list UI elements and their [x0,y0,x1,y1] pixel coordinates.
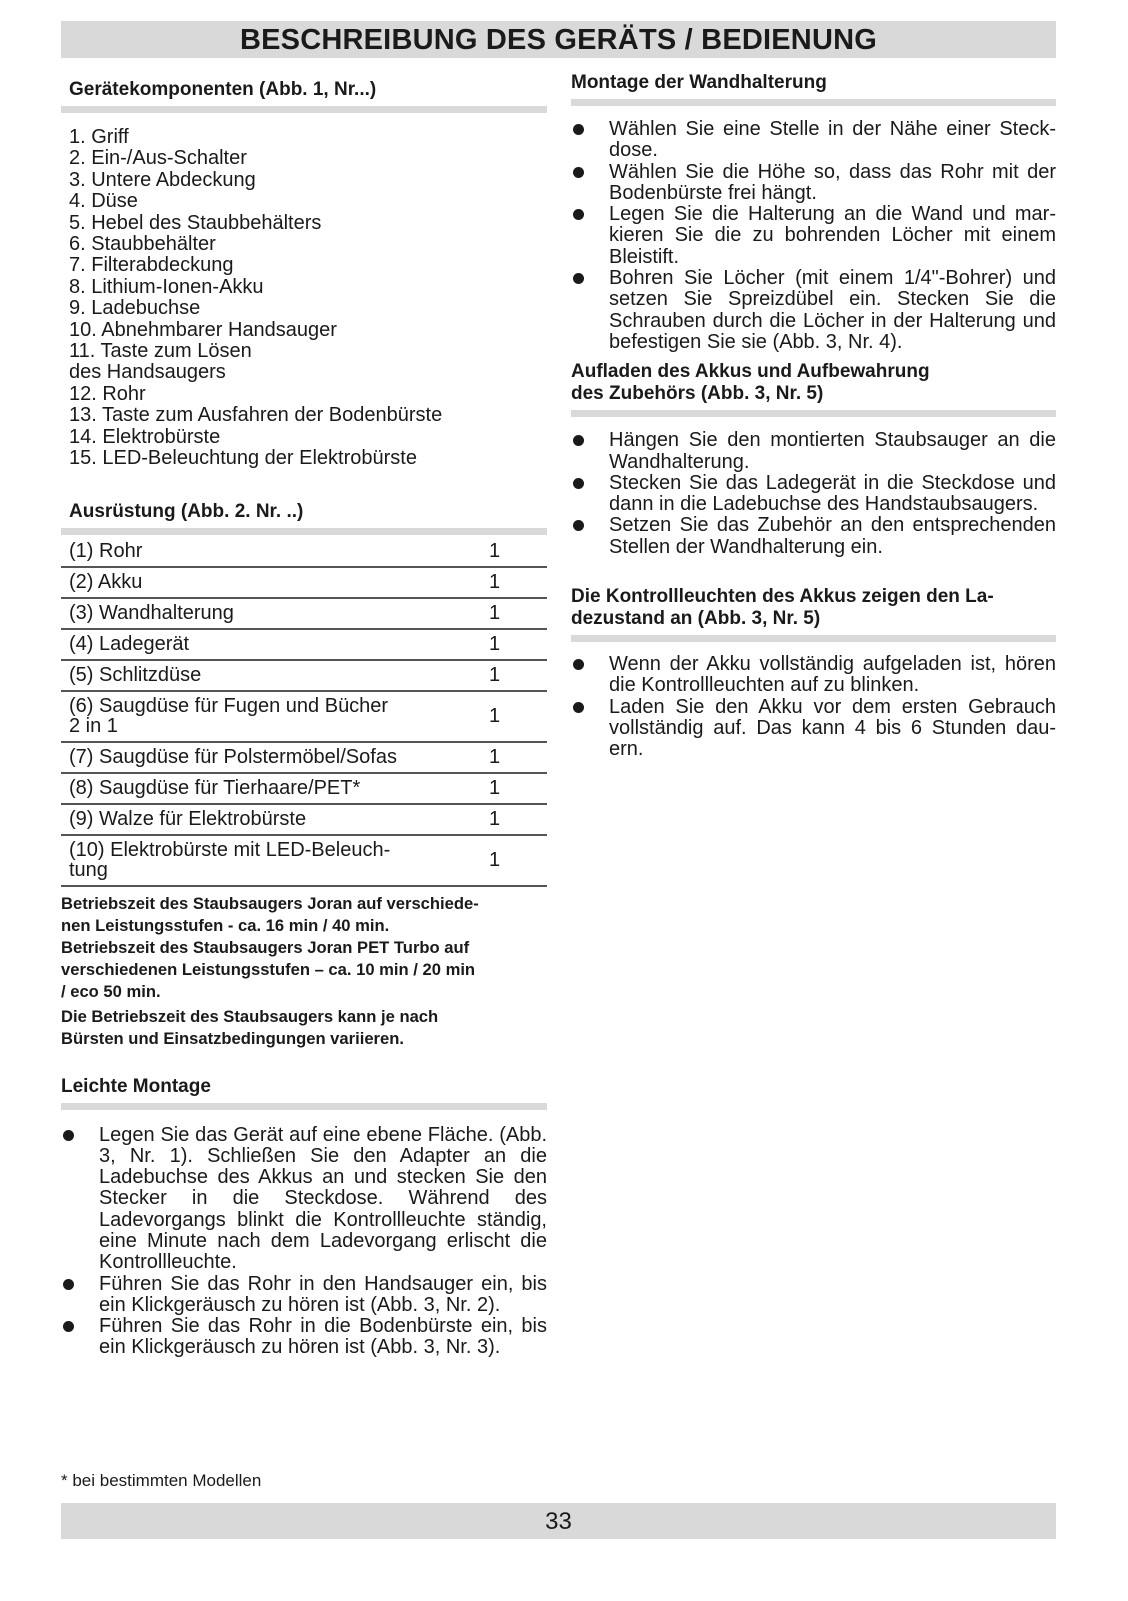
equipment-qty: 1 [489,804,547,835]
equipment-qty: 1 [489,598,547,629]
indicators-list [571,654,1056,760]
component-item: 8. Lithium-Ionen-Akku [69,275,264,298]
equipment-qty: 1 [489,537,547,567]
component-item: 7. Filterabdeckung [69,254,234,277]
list-item-text: Legen Sie die Halterung an die Wand und mar-kieren Sie die zu bohrenden Löcher mit einem Bleistift. [609,203,1056,268]
table-row [61,629,547,660]
bullet-icon [63,1279,74,1290]
component-item: 9. Ladebuchse [69,297,201,320]
list-item [571,473,1056,516]
equipment-heading: Ausrüstung (Abb. 2. Nr. ..) [61,501,547,535]
component-item: 6. Staubbehälter [69,233,216,256]
wall-mount-heading: Montage der Wandhalterung [571,72,1056,106]
list-item [61,1274,547,1317]
runtime-notes [61,893,547,1050]
list-item [571,204,1056,268]
table-row [61,660,547,691]
page-title: BESCHREIBUNG DES GERÄTS / BEDIENUNG [61,21,1056,58]
list-item [571,119,1056,162]
bullet-icon [63,1321,74,1332]
equipment-name: (8) Saugdüse für Tierhaare/PET* [61,773,489,804]
list-item [571,268,1056,353]
equipment-qty: 1 [489,691,547,742]
components-heading: Gerätekomponenten (Abb. 1, Nr...) [61,79,547,113]
list-item-text: Bohren Sie Löcher (mit einem 1/4"-Bohrer) und setzen Sie Spreizdübel ein. Stecken Sie die Schrauben durch die Löcher in der Halterung und befestigen Sie sie (Abb. 3, Nr. 4). [609,267,1056,353]
list-item-text: Wenn der Akku vollständig aufgeladen ist, hören die Kontrollleuchten auf zu blinken. [609,653,1056,697]
equipment-name: (9) Walze für Elektrobürste [61,804,489,835]
list-item-text: Wählen Sie die Höhe so, dass das Rohr mit der Bodenbürste frei hängt. [609,160,1056,204]
bullet-icon [573,209,584,220]
charging-list [571,430,1056,558]
bullet-icon [573,124,584,135]
bullet-icon [573,659,584,670]
component-item: 5. Hebel des Staubbehälters [69,211,322,234]
footnote: * bei bestimmten Modellen [61,1471,262,1490]
component-item: 2. Ein-/Aus-Schalter [69,147,247,170]
list-item [571,654,1056,697]
list-item-text: Wählen Sie eine Stelle in der Nähe einer Steck-dose. [609,118,1056,162]
table-row [61,567,547,598]
bullet-icon [573,273,584,284]
left-column [61,70,547,1359]
table-row [61,804,547,835]
list-item-text: Führen Sie das Rohr in die Bodenbürste ein, bis ein Klickgeräusch zu hören ist (Abb. 3, Nr. 3). [99,1315,547,1359]
bullet-icon [573,520,584,531]
list-item [571,162,1056,205]
equipment-name: (5) Schlitzdüse [61,660,489,691]
page-number: 33 [61,1503,1056,1539]
list-item-text: Stecken Sie das Ladegerät in die Steckdose und dann in die Ladebuchse des Handstaubsaugers. [609,471,1056,516]
equipment-name: (3) Wandhalterung [61,598,489,629]
equipment-qty: 1 [489,567,547,598]
runtime-text: Betriebszeit des Staubsaugers Joran auf verschiede- nen Leistungsstufen - ca. 16 min / 40 min. Betriebszeit des Staubsaugers Joran PET Turbo auf verschiedenen Leistungsstufen – ca. 10 min / 20 min / eco 50 min. [61,893,479,1001]
table-row [61,598,547,629]
component-item: 12. Rohr [69,382,146,405]
list-item [61,1316,547,1359]
equipment-qty: 1 [489,835,547,886]
equipment-name: (4) Ladegerät [61,629,489,660]
equipment-table [61,537,547,887]
component-item: 11. Taste zum Lösen [69,340,252,363]
list-item [571,515,1056,558]
component-item: 4. Düse [69,190,138,213]
component-item: des Handsaugers [69,361,226,384]
table-row [61,742,547,773]
list-item [61,1125,547,1274]
right-column [571,70,1056,761]
equipment-name: (1) Rohr [61,537,489,567]
equipment-qty: 1 [489,773,547,804]
equipment-name: (6) Saugdüse für Fugen und Bücher 2 in 1 [61,691,489,742]
table-row [61,835,547,886]
list-item-text: Setzen Sie das Zubehör an den entsprechenden Stellen der Wandhalterung ein. [609,514,1056,558]
component-item: 1. Griff [69,126,129,148]
table-row [61,773,547,804]
bullet-icon [573,702,584,713]
components-list [69,127,547,470]
runtime-variation-text: Die Betriebszeit des Staubsaugers kann je nach Bürsten und Einsatzbedingungen variieren. [61,1006,439,1048]
easy-assembly-heading: Leichte Montage [61,1076,547,1110]
bullet-icon [63,1130,74,1141]
equipment-qty: 1 [489,629,547,660]
equipment-name: (10) Elektrobürste mit LED-Beleuch- tung [61,835,489,886]
list-item [571,430,1056,473]
table-row [61,537,547,567]
equipment-qty: 1 [489,660,547,691]
indicators-heading: Die Kontrollleuchten des Akkus zeigen den La- dezustand an (Abb. 3, Nr. 5) [571,586,1056,642]
list-item [571,697,1056,761]
bullet-icon [573,435,584,446]
list-item-text: Hängen Sie den montierten Staubsauger an die Wandhalterung. [609,429,1056,473]
charging-heading: Aufladen des Akkus und Aufbewahrung des Zubehörs (Abb. 3, Nr. 5) [571,361,1056,417]
component-item: 15. LED-Beleuchtung der Elektrobürste [69,447,417,470]
table-row [61,691,547,742]
equipment-name: (2) Akku [61,567,489,598]
wall-mount-list [571,119,1056,353]
list-item-text: Führen Sie das Rohr in den Handsauger ein, bis ein Klickgeräusch zu hören ist (Abb. 3, Nr. 2). [99,1272,547,1316]
bullet-icon [573,167,584,178]
list-item-text: Legen Sie das Gerät auf eine ebene Fläche. (Abb. 3, Nr. 1). Schließen Sie den Adapter an die Ladebuchse des Akkus an und stecken Sie den Stecker in die Steckdose. Während des Ladevorgangs blinkt die Kontrollleuchte ständig, eine Minute nach dem Ladevorgang erlischt die Kontrollleuchte. [99,1123,547,1274]
equipment-qty: 1 [489,742,547,773]
equipment-name: (7) Saugdüse für Polstermöbel/Sofas [61,742,489,773]
easy-assembly-list [61,1125,547,1359]
bullet-icon [573,478,584,489]
component-item: 10. Abnehmbarer Handsauger [69,318,337,341]
list-item-text: Laden Sie den Akku vor dem ersten Gebrauch vollständig auf. Das kann 4 bis 6 Stunden dau-ern. [609,695,1056,761]
component-item: 14. Elektrobürste [69,425,221,448]
component-item: 13. Taste zum Ausfahren der Bodenbürste [69,404,443,427]
component-item: 3. Untere Abdeckung [69,168,256,191]
